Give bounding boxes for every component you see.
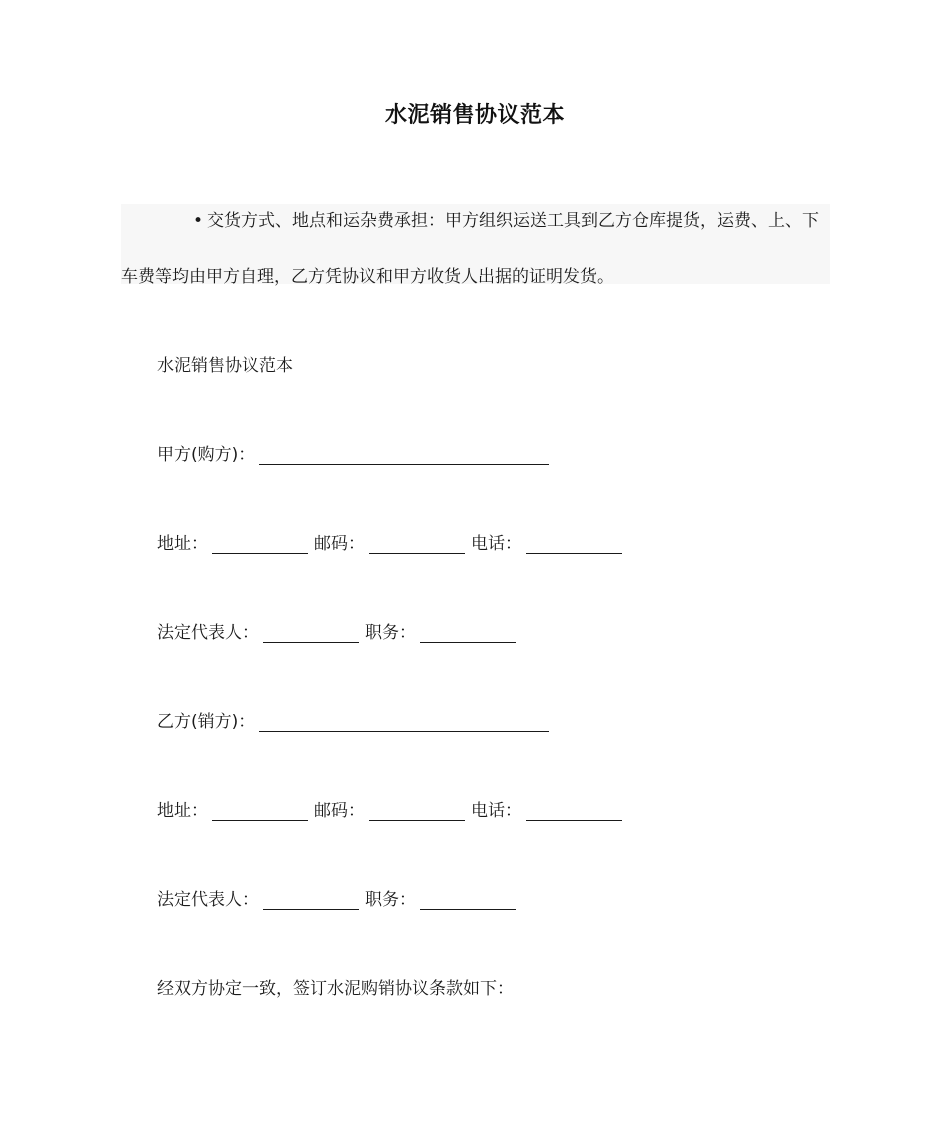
party-b-phone-label: 电话：	[471, 801, 522, 821]
agreement-intro: 经双方协定一致，签订水泥购销协议条款如下：	[157, 979, 514, 999]
party-a-phone-field[interactable]	[526, 535, 622, 554]
party-b-contact-line	[157, 796, 628, 821]
document-title: 水泥销售协议范本	[384, 103, 565, 128]
party-a-rep-label: 法定代表人：	[157, 623, 259, 643]
party-a-rep-line	[157, 618, 522, 643]
clause-text-1: 交货方式、地点和运杂费承担：甲方组织运送工具到乙方仓库提货，运费、上、下	[207, 211, 820, 231]
party-b-position-label: 职务：	[365, 890, 416, 910]
party-a-label: 甲方(购方)：	[157, 445, 256, 465]
party-a-postcode-label: 邮码：	[314, 534, 365, 554]
party-b-postcode-field[interactable]	[369, 802, 465, 821]
party-a-position-field[interactable]	[420, 624, 516, 643]
subtitle: 水泥销售协议范本	[157, 356, 293, 376]
clause-line-2: 车费等均由甲方自理，乙方凭协议和甲方收货人出据的证明发货。	[121, 267, 614, 287]
party-a-rep-field[interactable]	[263, 624, 359, 643]
party-b-address-label: 地址：	[157, 801, 208, 821]
party-a-line	[157, 440, 555, 465]
highlighted-clause	[121, 204, 830, 287]
party-b-position-field[interactable]	[420, 891, 516, 910]
party-a-postcode-field[interactable]	[369, 535, 465, 554]
party-a-contact-line	[157, 529, 628, 554]
party-b-rep-line	[157, 885, 522, 910]
party-b-rep-label: 法定代表人：	[157, 890, 259, 910]
party-b-phone-field[interactable]	[526, 802, 622, 821]
party-b-label: 乙方(销方)：	[157, 712, 256, 732]
party-a-address-label: 地址：	[157, 534, 208, 554]
party-a-address-field[interactable]	[212, 535, 308, 554]
party-b-postcode-label: 邮码：	[314, 801, 365, 821]
party-a-position-label: 职务：	[365, 623, 416, 643]
party-b-address-field[interactable]	[212, 802, 308, 821]
party-a-phone-label: 电话：	[471, 534, 522, 554]
party-b-line	[157, 707, 555, 732]
clause-line-1	[121, 206, 830, 231]
party-b-name-field[interactable]	[259, 713, 549, 732]
party-b-rep-field[interactable]	[263, 891, 359, 910]
bullet-icon: •	[193, 211, 204, 231]
party-a-name-field[interactable]	[259, 446, 549, 465]
